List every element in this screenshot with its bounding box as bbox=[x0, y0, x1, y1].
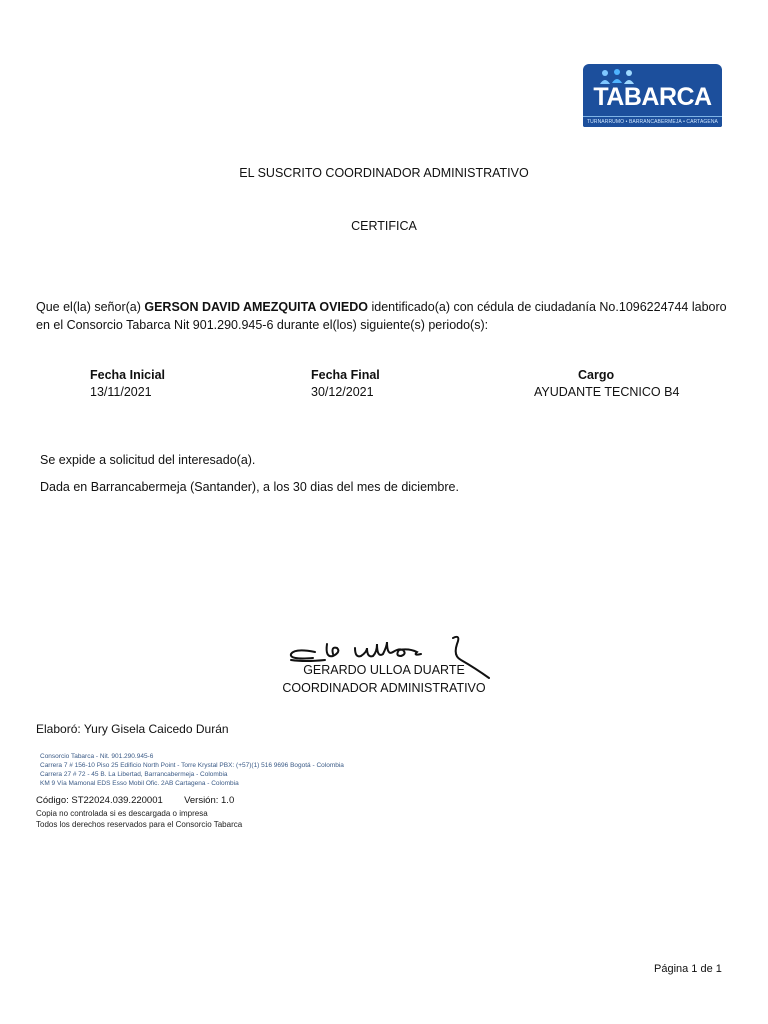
intro-prefix: Que el(la) señor(a) bbox=[36, 300, 145, 314]
row-role: AYUDANTE TECNICO B4 bbox=[534, 385, 680, 399]
intro-line-1 bbox=[36, 298, 736, 316]
footer-address-line: Carrera 7 # 156-10 Piso 25 Edificio North Point - Torre Krystal PBX: (+57)(1) 516 9696 Bogotá - Colombia bbox=[40, 762, 344, 769]
certifica-heading: CERTIFICA bbox=[351, 219, 417, 233]
rights-note: Todos los derechos reservados para el Consorcio Tabarca bbox=[36, 820, 243, 829]
row-start-date: 13/11/2021 bbox=[90, 385, 152, 399]
document-code: Código: ST22024.039.220001 bbox=[36, 795, 163, 806]
header-start-date: Fecha Inicial bbox=[90, 368, 166, 382]
signer-name: GERARDO ULLOA DUARTE bbox=[303, 663, 465, 677]
person-name: GERSON DAVID AMEZQUITA OVIEDO bbox=[144, 300, 368, 314]
signer-title: COORDINADOR ADMINISTRATIVO bbox=[282, 681, 486, 695]
closing-line-1: Se expide a solicitud del interesado(a). bbox=[40, 453, 256, 467]
header-end-date: Fecha Final bbox=[311, 368, 380, 382]
document-heading: EL SUSCRITO COORDINADOR ADMINISTRATIVO bbox=[239, 166, 529, 180]
uncontrolled-copy-note: Copia no controlada si es descargada o impresa bbox=[36, 809, 208, 818]
logo-tagline: TURNARRUMO • BARRANCABERMEJA • CARTAGENA bbox=[583, 116, 722, 127]
row-end-date: 30/12/2021 bbox=[311, 385, 374, 399]
footer-address-line: Consorcio Tabarca - Nit. 901.290.945-6 bbox=[40, 753, 154, 760]
logo-wordmark: TABARCA bbox=[593, 83, 712, 111]
document-version: Versión: 1.0 bbox=[184, 795, 235, 806]
footer-address-line: Carrera 27 # 72 - 45 B. La Libertad, Barrancabermeja - Colombia bbox=[40, 771, 228, 778]
page-number: Página 1 de 1 bbox=[654, 963, 722, 975]
company-logo bbox=[583, 64, 722, 127]
closing-line-2: Dada en Barrancabermeja (Santander), a los 30 dias del mes de diciembre. bbox=[40, 480, 459, 494]
header-role: Cargo bbox=[578, 368, 615, 382]
document-code-line bbox=[36, 795, 234, 806]
intro-paragraph bbox=[36, 298, 736, 334]
intro-suffix: identificado(a) con cédula de ciudadanía No.1096224744 laboro bbox=[368, 300, 727, 314]
intro-line-2: en el Consorcio Tabarca Nit 901.290.945-6 durante el(los) siguiente(s) periodo(s): bbox=[36, 318, 489, 332]
prepared-by: Elaboró: Yury Gisela Caicedo Durán bbox=[36, 722, 229, 736]
footer-address-line: KM 9 Vía Mamonal EDS Esso Mobil Ofic. 2AB Cartagena - Colombia bbox=[40, 780, 239, 787]
footer-address bbox=[40, 752, 344, 788]
